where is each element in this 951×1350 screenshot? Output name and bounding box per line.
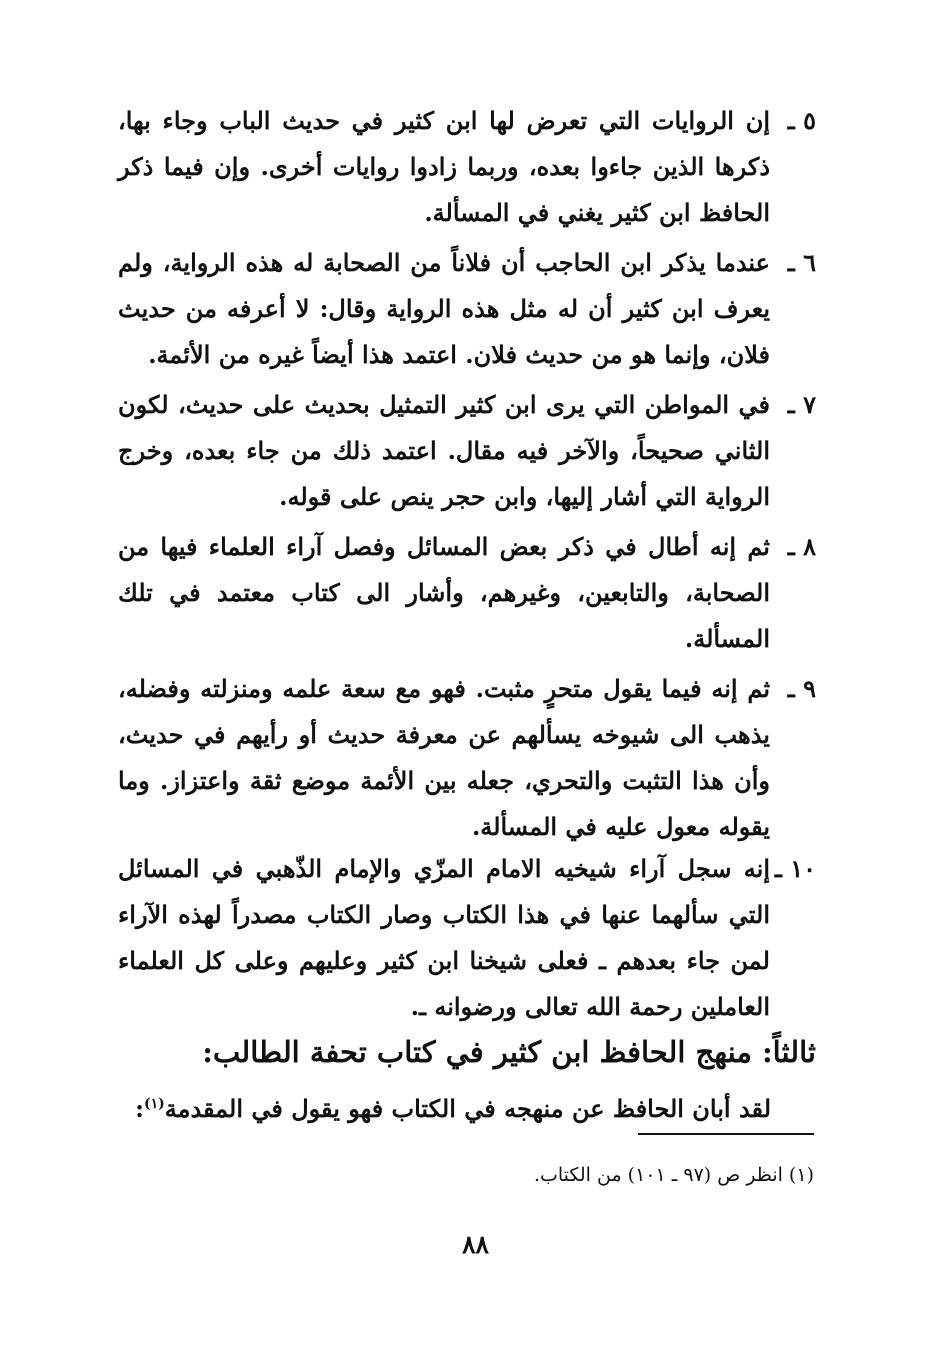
item-paragraph: عندما يذكر ابن الحاجب أن فلاناً من الصحابة له هذه الرواية، ولم يعرف ابن كثير أن له مثل هذه الرواية وقال: لا أعرفه من حديث فلان، وإنما هو من حديث فلان. اعتمد هذا أيضاً غيره من الأئمة. bbox=[118, 248, 770, 369]
list-item bbox=[118, 240, 816, 378]
item-number: ٨ ـ bbox=[787, 532, 816, 561]
item-number: ٧ ـ bbox=[787, 390, 816, 419]
list-item bbox=[118, 382, 816, 520]
item-paragraph: إن الروايات التي تعرض لها ابن كثير في حديث الباب وجاء بها، ذكرها الذين جاءوا بعده، وربما زادوا روايات أخرى. وإن فيما ذكر الحافظ ابن كثير يغني في المسألة. bbox=[118, 106, 770, 227]
item-number: ٩ ـ bbox=[787, 674, 816, 703]
footnote: (١) انظر ص (٩٧ ـ ١٠١) من الكتاب. bbox=[533, 1164, 814, 1186]
intro-text: لقد أبان الحافظ عن منهجه في الكتاب فهو يقول في المقدمة bbox=[164, 1094, 771, 1123]
item-paragraph: في المواطن التي يرى ابن كثير التمثيل بحديث على حديث، لكون الثاني صحيحاً، والآخر فيه مقال. اعتمد ذلك من جاء بعده، وخرج الرواية التي أشار إليها، وابن حجر ينص على قوله. bbox=[118, 390, 770, 511]
footnote-reference: (١) bbox=[143, 1096, 165, 1112]
item-number: ١٠ ـ bbox=[774, 854, 816, 883]
item-paragraph: ثم إنه أطال في ذكر بعض المسائل وفصل آراء العلماء فيها من الصحابة، والتابعين، وغيرهم، وأشار الى كتاب معتمد في تلك المسألة. bbox=[118, 532, 770, 653]
item-paragraph: إنه سجل آراء شيخيه الامام المزّي والإمام الذّهبي في المسائل التي سألهما عنها في هذا الكتاب وصار الكتاب مصدراً لهذه الآراء لمن جاء بعدهم ـ فعلى شيخنا ابن كثير وعليهم وعلى كل العلماء العاملين رحمة الله تعالى ورضوانه ـ. bbox=[118, 854, 770, 1021]
item-number: ٥ ـ bbox=[787, 106, 816, 135]
section-heading: ثالثاً: منهج الحافظ ابن كثير في كتاب تحفة الطالب: bbox=[202, 1035, 816, 1069]
list-item bbox=[118, 666, 816, 850]
footnote-divider bbox=[638, 1133, 814, 1135]
page-number: ٨٨ bbox=[462, 1230, 489, 1259]
intro-paragraph bbox=[135, 1086, 771, 1132]
list-item bbox=[118, 846, 816, 1030]
list-item bbox=[118, 98, 816, 236]
item-number: ٦ ـ bbox=[787, 248, 816, 277]
intro-colon: : bbox=[135, 1094, 144, 1123]
list-item bbox=[118, 524, 816, 662]
item-paragraph: ثم إنه فيما يقول متحرٍ مثبت. فهو مع سعة علمه ومنزلته وفضله، يذهب الى شيوخه يسألهم عن معرفة حديث أو رأيهم في حديث، وأن هذا التثبت والتحري، جعله بين الأئمة موضع ثقة واعتزاز. وما يقوله معول عليه في المسألة. bbox=[118, 674, 770, 841]
